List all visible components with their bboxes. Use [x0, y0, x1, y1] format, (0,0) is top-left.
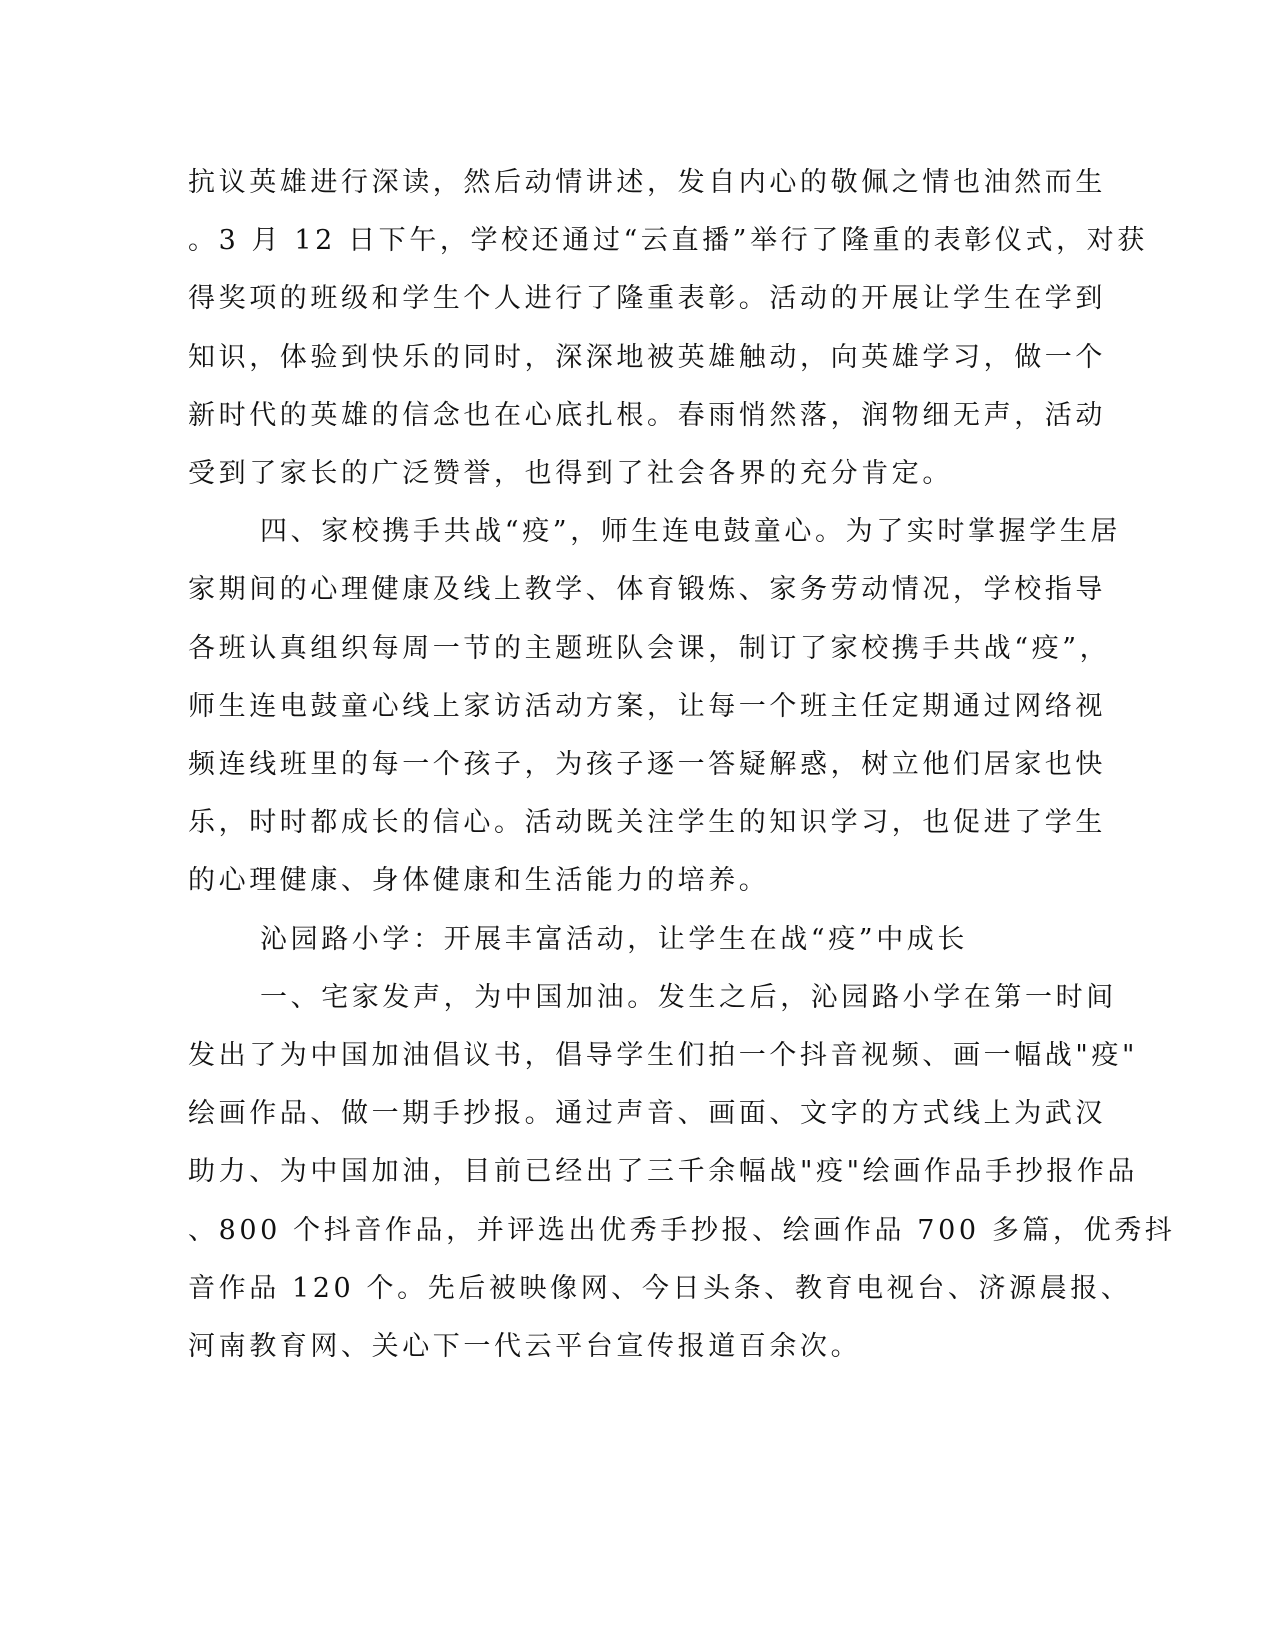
text-line: 助力、为中国加油，目前已经出了三千余幅战"疫"绘画作品手抄报作品 — [188, 1156, 1139, 1187]
text-line: 知识，体验到快乐的同时，深深地被英雄触动，向英雄学习，做一个 — [188, 342, 1106, 373]
text-line: 、800 个抖音作品，并评选出优秀手抄报、绘画作品 700 多篇，优秀抖 — [188, 1215, 1176, 1246]
text-line: 各班认真组织每周一节的主题班队会课，制订了家校携手共战“疫”， — [188, 633, 1111, 664]
text-line: 。3 月 12 日下午，学校还通过“云直播”举行了隆重的表彰仪式，对获 — [188, 225, 1148, 256]
text-line: 的心理健康、身体健康和生活能力的培养。 — [188, 865, 770, 896]
text-line: 一、宅家发声，为中国加油。发生之后，沁园路小学在第一时间 — [260, 982, 1117, 1013]
text-line: 新时代的英雄的信念也在心底扎根。春雨悄然落，润物细无声，活动 — [188, 400, 1106, 431]
text-line: 师生连电鼓童心线上家访活动方案，让每一个班主任定期通过网络视 — [188, 691, 1106, 722]
text-line: 绘画作品、做一期手抄报。通过声音、画面、文字的方式线上为武汉 — [188, 1098, 1106, 1129]
text-line: 得奖项的班级和学生个人进行了隆重表彰。活动的开展让学生在学到 — [188, 283, 1106, 314]
text-line: 家期间的心理健康及线上教学、体育锻炼、家务劳动情况，学校指导 — [188, 574, 1106, 605]
text-line: 发出了为中国加油倡议书，倡导学生们拍一个抖音视频、画一幅战"疫" — [188, 1040, 1139, 1071]
text-line: 沁园路小学：开展丰富活动，让学生在战“疫”中成长 — [260, 924, 969, 955]
text-line: 受到了家长的广泛赞誉，也得到了社会各界的充分肯定。 — [188, 458, 953, 489]
text-line: 抗议英雄进行深读，然后动情讲述，发自内心的敬佩之情也油然而生 — [188, 167, 1106, 198]
text-line: 乐，时时都成长的信心。活动既关注学生的知识学习，也促进了学生 — [188, 807, 1106, 838]
text-line: 河南教育网、关心下一代云平台宣传报道百余次。 — [188, 1331, 862, 1362]
text-line: 音作品 120 个。先后被映像网、今日头条、教育电视台、济源晨报、 — [188, 1273, 1132, 1304]
text-line: 频连线班里的每一个孩子，为孩子逐一答疑解惑，树立他们居家也快 — [188, 749, 1106, 780]
text-line: 四、家校携手共战“疫”，师生连电鼓童心。为了实时掌握学生居 — [260, 516, 1122, 547]
